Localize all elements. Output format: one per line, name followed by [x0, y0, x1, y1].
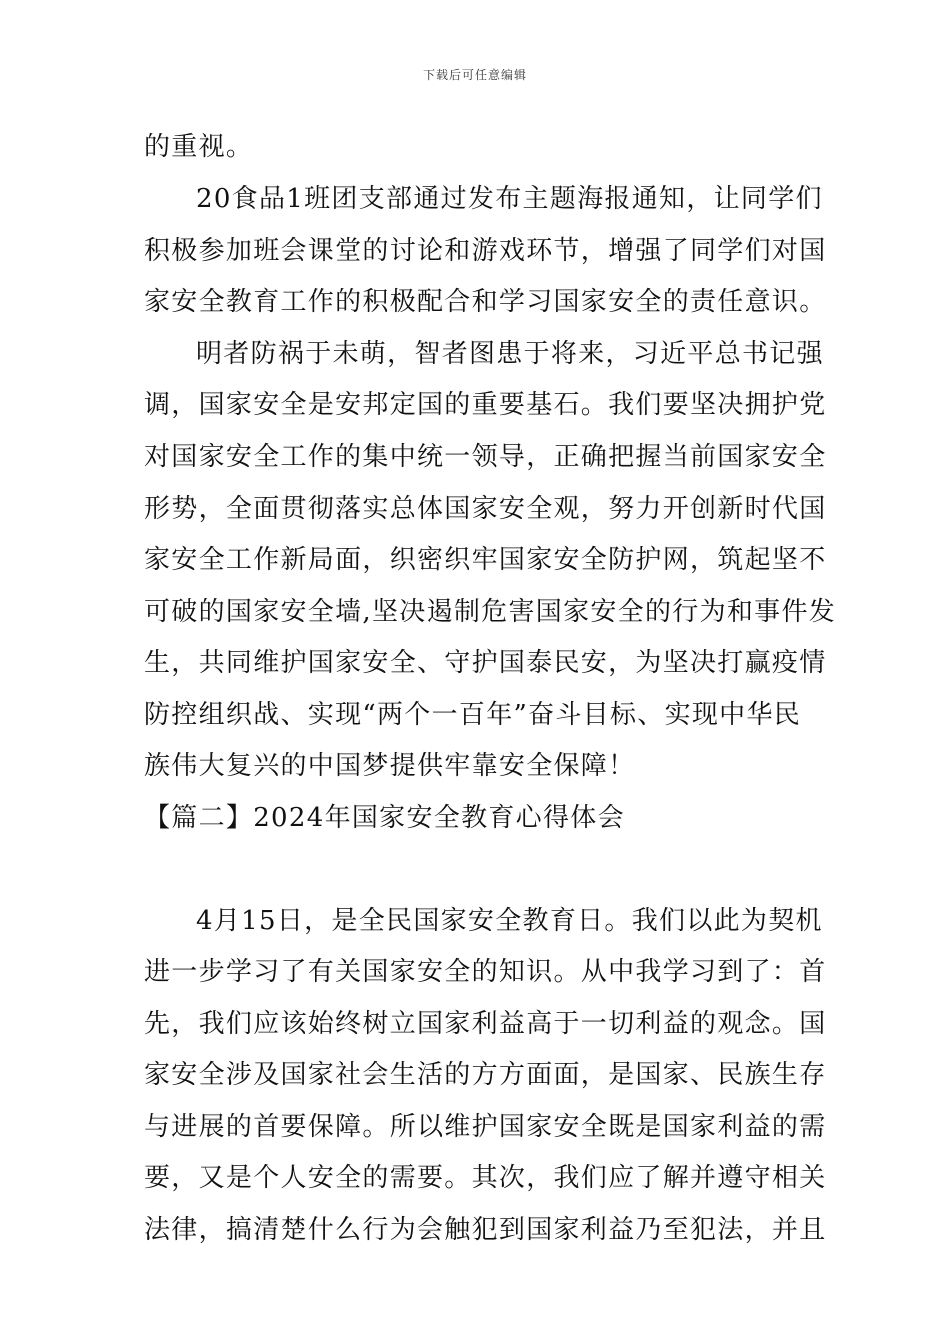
paragraph-line: 法律，搞清楚什么行为会触犯到国家利益乃至犯法，并且	[144, 1215, 827, 1245]
section-heading: 【篇二】2024年国家安全教育心得体会	[144, 803, 625, 833]
paragraph-line: 对国家安全工作的集中统一领导，正确把握当前国家安全	[144, 442, 827, 472]
paragraph-line: 调，国家安全是安邦定国的重要基石。我们要坚决拥护党	[144, 390, 827, 420]
paragraph-line: 家安全工作新局面，织密织牢国家安全防护网，筑起坚不	[144, 545, 827, 575]
paragraph-line: 与进展的首要保障。所以维护国家安全既是国家利益的需	[144, 1112, 827, 1142]
paragraph-line: 4月15日，是全民国家安全教育日。我们以此为契机	[196, 906, 823, 936]
paragraph-line: 进一步学习了有关国家安全的知识。从中我学习到了：首	[144, 957, 827, 987]
paragraph-line: 家安全涉及国家社会生活的方方面面，是国家、民族生存	[144, 1060, 827, 1090]
paragraph-line: 20食品1班团支部通过发布主题海报通知，让同学们	[196, 184, 823, 214]
paragraph-line: 可破的国家安全墙,坚决遏制危害国家安全的行为和事件发	[144, 597, 837, 627]
paragraph-line: 的重视。	[144, 132, 254, 162]
paragraph-line: 明者防祸于未萌，智者图患于将来，习近平总书记强	[196, 339, 824, 369]
paragraph-line: 要，又是个人安全的需要。其次，我们应了解并遵守相关	[144, 1163, 827, 1193]
page-header: 下载后可任意编辑	[422, 68, 527, 82]
paragraph-line: 积极参加班会课堂的讨论和游戏环节，增强了同学们对国	[144, 236, 827, 266]
paragraph-line: 族伟大复兴的中国梦提供牢靠安全保障！	[144, 751, 636, 781]
paragraph-line: 生，共同维护国家安全、守护国泰民安，为坚决打赢疫情	[144, 648, 827, 678]
paragraph-line: 家安全教育工作的积极配合和学习国家安全的责任意识。	[144, 287, 827, 317]
paragraph-line: 形势，全面贯彻落实总体国家安全观，努力开创新时代国	[144, 494, 827, 524]
paragraph-line: 防控组织战、实现“两个一百年”奋斗目标、实现中华民	[144, 700, 802, 730]
paragraph-line: 先，我们应该始终树立国家利益高于一切利益的观念。国	[144, 1009, 827, 1039]
